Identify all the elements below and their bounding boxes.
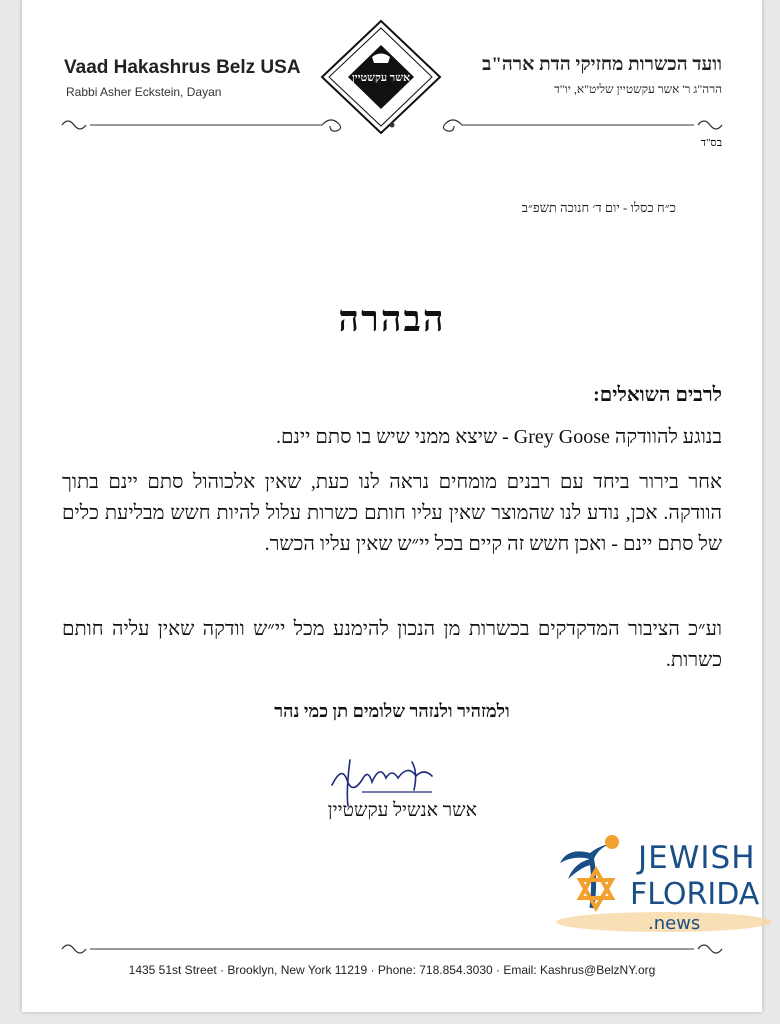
org-name-hebrew: וועד הכשרות מחזיקי הדת ארה"ב bbox=[482, 54, 722, 75]
paragraph-2: אחר בירור ביחד עם רבנים מומחים נראה לנו כעת, שאין אלכוהול סתם יינם בתוך הוודקה. אכן, נודע לנו שהמוצר שאין עליו חותם כשרות עלול להיות חשש מבליעת כלים של סתם יינם - ואכן חשש זה קיים בכל יי״ש שאין עליו הכשר. bbox=[62, 471, 722, 555]
seal-center-text: אשר עקשטיין bbox=[351, 72, 411, 84]
rabbi-name-english: Rabbi Asher Eckstein, Dayan bbox=[66, 85, 222, 99]
letter-heading: הבהרה bbox=[338, 298, 446, 340]
logo-text-jewish: JEWISH bbox=[638, 840, 756, 876]
rabbi-name-hebrew: הרה"ג ר' אשר עקשטיין שליט"א, יו"ד bbox=[553, 82, 722, 96]
logo-text-news: .news bbox=[648, 913, 701, 934]
logo-text-florida: FLORIDA bbox=[630, 877, 760, 912]
signature-name: אשר אנשיל עקשטיין bbox=[327, 800, 477, 821]
paragraph-3: וע״כ הציבור המדקדקים בכשרות מן הנכון להימנע מכל יי״ש וודקה שאין עליה חותם כשרות. bbox=[62, 618, 722, 671]
salutation: לרבים השואלים: bbox=[593, 384, 722, 406]
header-divider bbox=[60, 114, 724, 136]
bsd-mark: בס"ד bbox=[700, 137, 722, 149]
letter-date: כ״ח כסלו - יום ד׳ חנוכה תשפ״ב bbox=[521, 200, 676, 215]
org-name-english: Vaad Hakashrus Belz USA bbox=[64, 57, 301, 78]
paragraph-1: בנוגע להוודקה Grey Goose - שיצא ממני שיש בו סתם יינם. bbox=[275, 426, 722, 448]
footer-contact: 1435 51st Street · Brooklyn, New York 11219 · Phone: 718.854.3030 · Email: Kashrus@BelzNY.org bbox=[128, 963, 656, 977]
closing-blessing: ולמזהיר ולנזהר שלומים תן כמי נהר bbox=[274, 701, 510, 721]
